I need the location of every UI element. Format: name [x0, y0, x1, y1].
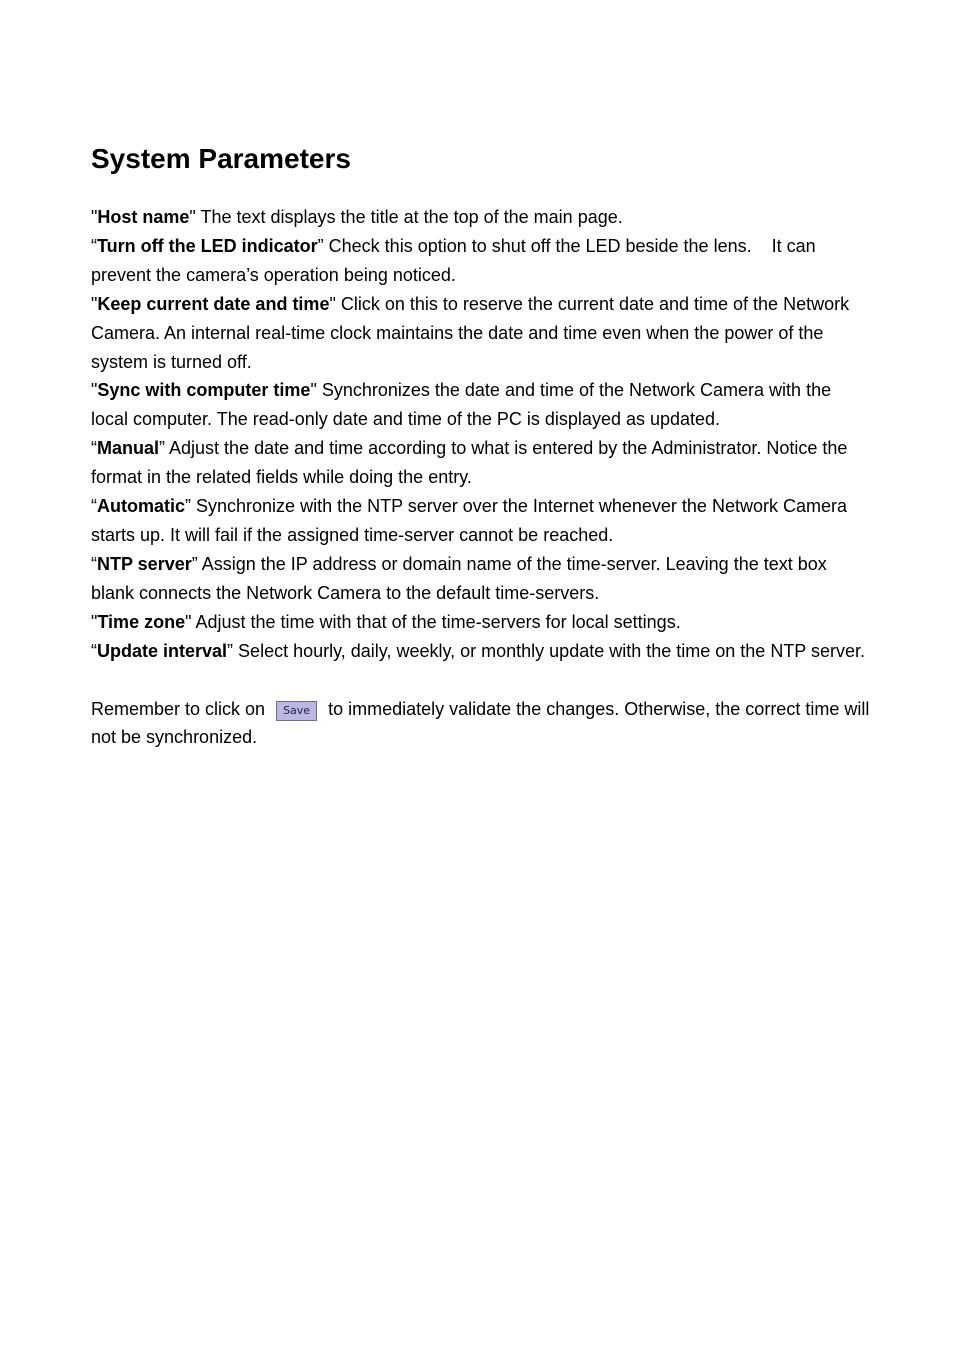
parameter-description: Assign the IP address or domain name of the time-server. Leaving the text box blank connects the Network Camera to the default time-servers.	[91, 553, 827, 603]
parameter-description: Select hourly, daily, weekly, or monthly update with the time on the NTP server.	[233, 640, 866, 661]
page-title: System Parameters	[91, 143, 351, 174]
parameter-term: Keep current date and time	[97, 293, 330, 314]
parameter-term: Automatic	[97, 496, 186, 517]
parameter-description: Adjust the time with that of the time-servers for local settings.	[191, 611, 681, 632]
parameter-turn-off-led: “Turn off the LED indicator” Check this option to shut off the LED beside the lens. It can prevent the camera’s operation being noticed.	[91, 235, 816, 285]
closing-note	[91, 695, 871, 753]
parameter-term: Turn off the LED indicator	[97, 235, 318, 256]
closing-text-before: Remember to click on	[91, 698, 266, 719]
parameter-term: Update interval	[97, 640, 228, 661]
parameter-time-zone: "Time zone" Adjust the time with that of the time-servers for local settings.	[91, 611, 681, 632]
parameter-description: Synchronize with the NTP server over the Internet whenever the Network Camera starts up. It will fail if the assigned time-server cannot be reached.	[91, 496, 847, 545]
parameter-automatic: “Automatic” Synchronize with the NTP server over the Internet whenever the Network Camera starts up. It will fail if the assigned time-server cannot be reached.	[91, 496, 847, 545]
parameter-term: Manual	[97, 438, 160, 459]
parameter-description: Adjust the date and time according to what is entered by the Administrator. Notice the format in the related fields while doing the entry.	[91, 438, 848, 488]
parameter-term: Time zone	[97, 611, 186, 632]
parameter-sync-computer-time: "Sync with computer time" Synchronizes the date and time of the Network Camera with the local computer. The read-only date and time of the PC is displayed as updated.	[91, 380, 832, 430]
closing-text-after: to immediately validate the changes. Otherwise, the correct time will not be synchronized.	[91, 698, 870, 748]
parameter-list	[91, 203, 871, 752]
save-button[interactable]: Save	[276, 701, 317, 721]
parameter-description: Click on this to reserve the current date and time of the Network Camera. An internal real-time clock maintains the date and time even when the power of the system is turned off.	[91, 293, 850, 372]
parameter-term: NTP server	[97, 553, 192, 574]
parameter-host-name: "Host name" The text displays the title at the top of the main page.	[91, 207, 623, 227]
parameter-term: Host name	[97, 207, 190, 227]
parameter-description: Synchronizes the date and time of the Network Camera with the local computer. The read-only date and time of the PC is displayed as updated.	[91, 380, 832, 430]
parameter-description: The text displays the title at the top of the main page.	[195, 207, 623, 227]
document-page	[91, 140, 871, 752]
parameter-description: Check this option to shut off the LED beside the lens. It can prevent the camera’s operation being noticed.	[91, 235, 816, 285]
parameter-ntp-server: “NTP server” Assign the IP address or domain name of the time-server. Leaving the text box blank connects the Network Camera to the default time-servers.	[91, 553, 827, 603]
parameter-update-interval: “Update interval” Select hourly, daily, weekly, or monthly update with the time on the NTP server.	[91, 640, 866, 661]
parameter-manual: “Manual” Adjust the date and time according to what is entered by the Administrator. Notice the format in the related fields while doing the entry.	[91, 438, 848, 488]
parameter-keep-current-date: "Keep current date and time" Click on this to reserve the current date and time of the Network Camera. An internal real-time clock maintains the date and time even when the power of the system is turned off.	[91, 293, 850, 372]
parameter-term: Sync with computer time	[97, 380, 311, 401]
paragraph-spacer	[91, 666, 871, 695]
